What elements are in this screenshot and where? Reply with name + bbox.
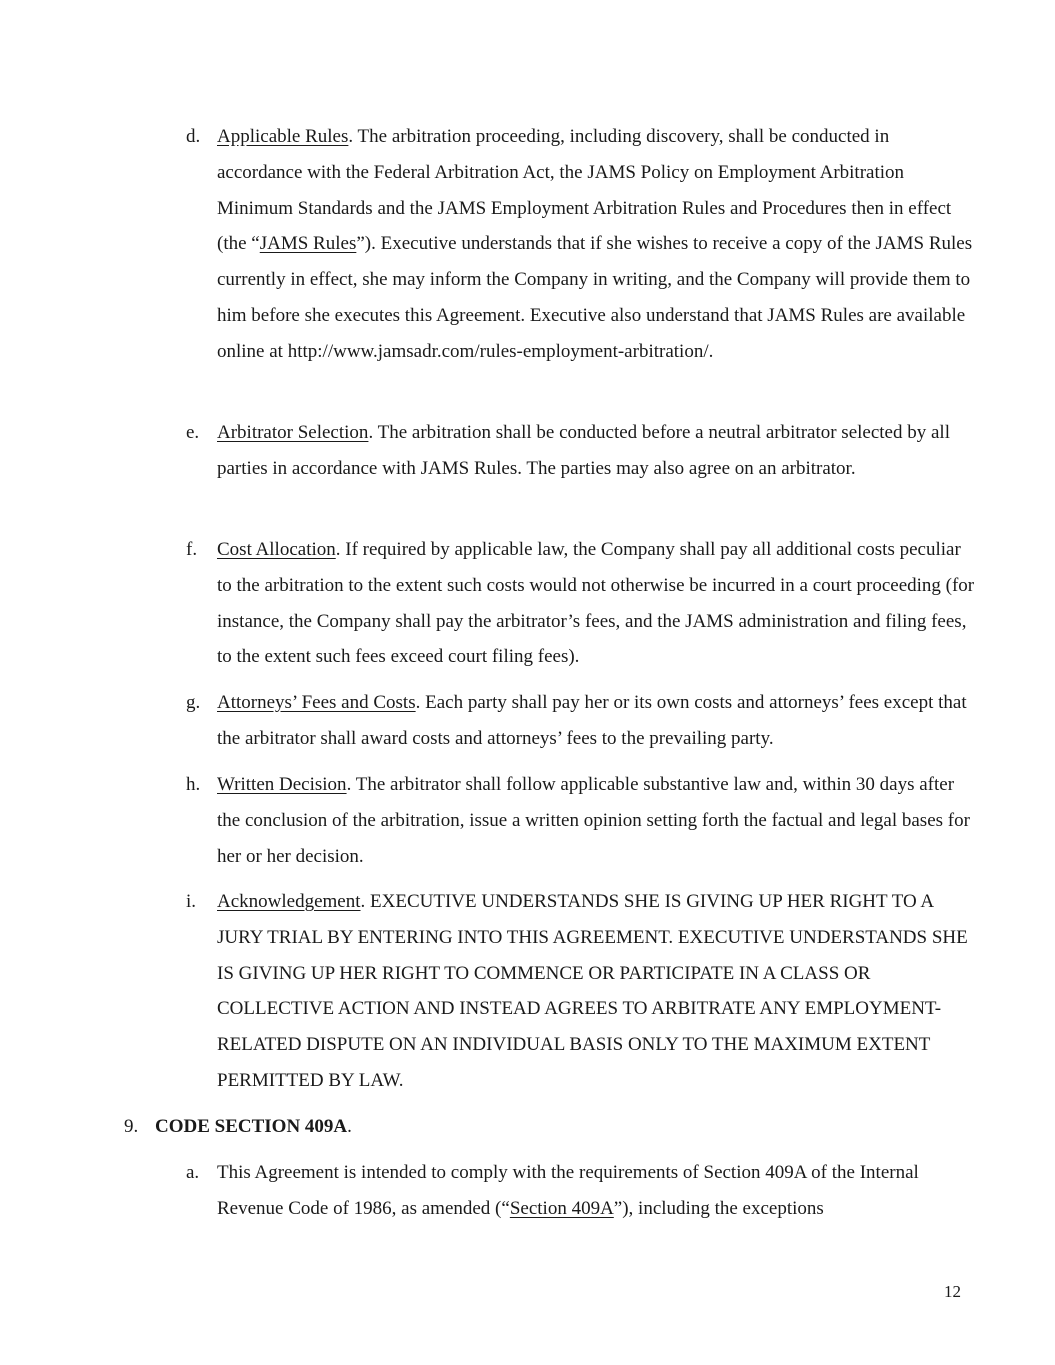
clause-heading: Attorneys’ Fees and Costs: [217, 692, 416, 713]
clause-h-written-decision: [186, 767, 976, 874]
clause-text: . Each party shall pay her or its own costs and attorneys’ fees except that the arbitrator shall award costs and attorneys’ fees to the prevailing party.: [217, 692, 967, 749]
clause-text: . The arbitrator shall follow applicable substantive law and, within 30 days after the conclusion of the arbitration, issue a written opinion setting forth the factual and legal bases for her or her decision.: [217, 774, 970, 867]
clause-marker: f.: [186, 539, 198, 560]
clause-g-attorneys-fees: [186, 685, 976, 757]
page-number: 12: [944, 1282, 961, 1301]
clause-body: [217, 884, 976, 1099]
clause-heading: Cost Allocation: [217, 539, 336, 560]
clause-f-cost-allocation: [186, 532, 976, 675]
clause-text-continued: ”), including the exceptions: [613, 1197, 824, 1219]
clause-marker: h.: [186, 774, 201, 795]
clause-body: [217, 685, 976, 757]
clause-body: [217, 767, 976, 874]
section-title-period: .: [347, 1116, 352, 1137]
clause-marker: a.: [186, 1162, 200, 1183]
clause-body: [217, 119, 976, 370]
clause-marker: e.: [186, 422, 200, 443]
clause-heading: Applicable Rules: [217, 126, 349, 147]
clause-text: . If required by applicable law, the Company shall pay all additional costs peculiar to the arbitration to the extent such costs would not otherwise be incurred in a court proceeding (for instance, the Company shall pay the arbitrator’s fees, and the JAMS administration and filing fees, to the extent such fees exceed court filing fees).: [217, 539, 975, 668]
clause-marker: g.: [186, 692, 201, 713]
clause-d-applicable-rules: [186, 119, 976, 370]
clause-marker: d.: [186, 126, 201, 147]
section-number: 9.: [124, 1116, 139, 1137]
clause-text: . EXECUTIVE UNDERSTANDS SHE IS GIVING UP HER RIGHT TO A JURY TRIAL BY ENTERING INTO THIS AGREEMENT. EXECUTIVE UNDERSTANDS SHE IS GIVING UP HER RIGHT TO COMMENCE OR PARTICIPATE IN A CLASS OR COLLECTIVE ACTION AND INSTEAD AGREES TO ARBITRATE ANY EMPLOYMENT-RELATED DISPUTE ON AN INDIVIDUAL BASIS ONLY TO THE MAXIMUM EXTENT PERMITTED BY LAW.: [217, 891, 968, 1091]
clause-heading: Arbitrator Selection: [217, 422, 369, 443]
clause-i-acknowledgement: [186, 884, 976, 1099]
clause-body: [217, 415, 976, 487]
defined-term: Section 409A: [509, 1197, 614, 1219]
clause-9a-section-409a: [186, 1155, 976, 1227]
clause-text-continued: ”). Executive understands that if she wishes to receive a copy of the JAMS Rules currently in effect, she may inform the Company in writing, and the Company will provide them to him before she executes this Agreement. Executive also understand that JAMS Rules are available online at http://www.jamsadr.com/rules-employment-arbitration/.: [217, 233, 973, 362]
clause-text: . The arbitration proceeding, including discovery, shall be conducted in accordance with the Federal Arbitration Act, the JAMS Policy on Employment Arbitration Minimum Standards and the JAMS Employment Arbitration Rules and Procedures then in effect (the “: [217, 126, 952, 255]
defined-term: JAMS Rules: [259, 233, 357, 255]
clause-heading: Acknowledgement: [217, 891, 361, 912]
clause-body: [217, 532, 976, 675]
clause-text: . The arbitration shall be conducted before a neutral arbitrator selected by all parties in accordance with JAMS Rules. The parties may also agree on an arbitrator.: [217, 422, 950, 479]
clause-marker: i.: [186, 891, 197, 912]
section-title: CODE SECTION 409A: [155, 1116, 348, 1137]
clause-heading: Written Decision: [217, 774, 347, 795]
section-9-heading: [124, 1109, 352, 1145]
clause-e-arbitrator-selection: [186, 415, 976, 487]
clause-text: This Agreement is intended to comply with the requirements of Section 409A of the Internal Revenue Code of 1986, as amended (“: [217, 1162, 919, 1219]
clause-body: [217, 1155, 976, 1227]
